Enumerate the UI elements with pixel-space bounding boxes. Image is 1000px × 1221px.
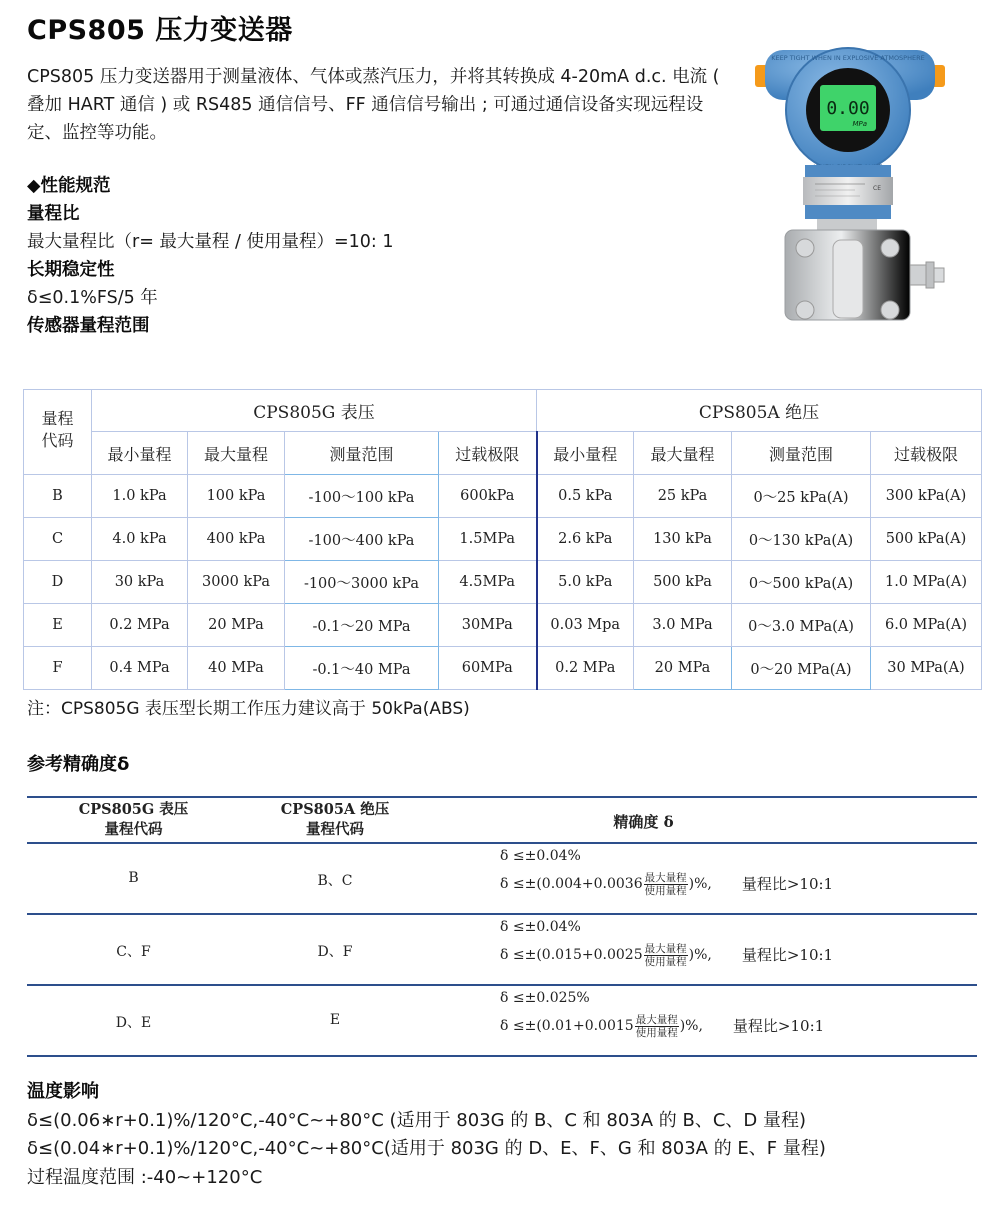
range-fraction: $\frac{\text{最大量程}}{\text{使用量程}}$ — [644, 942, 687, 968]
accuracy-header: 精确度 δ — [613, 813, 674, 831]
table-row — [24, 604, 982, 647]
col-overload-limit: 过载极限 — [439, 432, 537, 475]
gauge-codes: D、E — [115, 1015, 152, 1031]
absolute-codes: D、F — [317, 944, 353, 960]
accuracy-row — [27, 844, 977, 913]
process-temperature-range: 过程温度范围 :-40~+120°C — [27, 1166, 263, 1188]
svg-text:KEEP TIGHT WHEN IN EXPLOSIVE A: KEEP TIGHT WHEN IN EXPLOSIVE ATMOSPHERE — [771, 54, 925, 62]
col-measure-range: 测量范围 — [732, 432, 871, 475]
range-code-header: 量程 代码 — [24, 390, 92, 475]
cell: -100～3000 kPa — [285, 561, 439, 604]
lcd-unit: MPa — [852, 120, 867, 128]
range-fraction: $\frac{\text{最大量程}}{\text{使用量程}}$ — [635, 1013, 678, 1039]
cell: 500 kPa(A) — [871, 518, 982, 561]
cell: 0～20 MPa(A) — [732, 647, 871, 690]
cell: 0.5 kPa — [537, 475, 634, 518]
gauge-pressure-group-header: CPS805G 表压 — [92, 390, 537, 432]
temperature-line-2: δ≤(0.04∗r+0.1)%/120°C,-40°C~+80°C(适用于 803G 的 D、E、F、G 和 803A 的 E、F 量程) — [27, 1138, 826, 1159]
accuracy-table — [27, 796, 977, 1057]
col-min-range: 最小量程 — [92, 432, 188, 475]
cell: -0.1～40 MPa — [285, 647, 439, 690]
cell: 130 kPa — [634, 518, 732, 561]
cell: 0～25 kPa(A) — [732, 475, 871, 518]
accuracy-formula: δ ≤±0.04% δ ≤±(0.004+0.0036 $\frac{\text{最大量程}}{\text{使用量程}}$ )%, 量程比>10:1 — [500, 848, 834, 897]
temperature-heading: 温度影响 — [27, 1081, 99, 1102]
cell: 3.0 MPa — [634, 604, 732, 647]
cell: 4.5MPa — [439, 561, 537, 604]
cell: 20 MPa — [188, 604, 285, 647]
range-code: C — [24, 518, 92, 561]
performance-specs — [27, 172, 393, 340]
table-row — [24, 647, 982, 690]
lcd-value: 0.00 — [826, 98, 870, 119]
cell: 0.2 MPa — [537, 647, 634, 690]
range-ratio-heading: 量程比 — [27, 204, 80, 224]
accuracy-formula: δ ≤±0.04% δ ≤±(0.015+0.0025 $\frac{\text{最大量程}}{\text{使用量程}}$ )%, 量程比>10:1 — [500, 919, 834, 968]
cell: 500 kPa — [634, 561, 732, 604]
gauge-codes: C、F — [116, 944, 151, 960]
col-max-range: 最大量程 — [188, 432, 285, 475]
col-measure-range: 测量范围 — [285, 432, 439, 475]
cell: 30 kPa — [92, 561, 188, 604]
intro-paragraph: CPS805 压力变送器用于测量液体、气体或蒸汽压力，并将其转换成 4-20mA d.c. 电流 ( 叠加 HART 通信 ) 或 RS485 通信信号、FF 通信信号输出 ; 可通过通信设备实现远程设定、监控等功能。 — [27, 67, 720, 143]
cell: 30 MPa(A) — [871, 647, 982, 690]
accuracy-formula: δ ≤±0.025% δ ≤±(0.01+0.0015 $\frac{\text{最大量程}}{\text{使用量程}}$ )%, 量程比>10:1 — [500, 990, 825, 1039]
table-note: 注：CPS805G 表压型长期工作压力建议高于 50kPa(ABS) — [27, 699, 470, 719]
cell: 400 kPa — [188, 518, 285, 561]
range-code: D — [24, 561, 92, 604]
accuracy-row — [27, 986, 977, 1055]
product-image — [755, 30, 945, 330]
range-ratio-text: 最大量程比（r= 最大量程 / 使用量程）=10: 1 — [27, 232, 394, 252]
stability-text: δ≤0.1%FS/5 年 — [27, 288, 158, 308]
cell: 25 kPa — [634, 475, 732, 518]
cell: -0.1～20 MPa — [285, 604, 439, 647]
cell: 0.03 Mpa — [537, 604, 634, 647]
range-code: E — [24, 604, 92, 647]
range-code: F — [24, 647, 92, 690]
table-rule — [27, 1055, 977, 1057]
range-fraction: $\frac{\text{最大量程}}{\text{使用量程}}$ — [644, 871, 687, 897]
cell: 300 kPa(A) — [871, 475, 982, 518]
gauge-code-header: CPS805G 表压 量程代码 — [78, 801, 189, 838]
cell: -100～100 kPa — [285, 475, 439, 518]
cell: 0.4 MPa — [92, 647, 188, 690]
cell: 1.0 kPa — [92, 475, 188, 518]
cell: 0～500 kPa(A) — [732, 561, 871, 604]
sensor-range-table — [23, 389, 982, 690]
cell: 100 kPa — [188, 475, 285, 518]
cell: 30MPa — [439, 604, 537, 647]
temperature-line-1: δ≤(0.06∗r+0.1)%/120°C,-40°C~+80°C (适用于 803G 的 B、C 和 803A 的 B、C、D 量程) — [27, 1109, 807, 1131]
absolute-pressure-group-header: CPS805A 绝压 — [537, 390, 982, 432]
cell: 40 MPa — [188, 647, 285, 690]
cell: 4.0 kPa — [92, 518, 188, 561]
sensor-range-heading: 传感器量程范围 — [27, 316, 150, 336]
gauge-codes: B — [128, 870, 139, 886]
cell: 0～130 kPa(A) — [732, 518, 871, 561]
range-code: B — [24, 475, 92, 518]
cell: 0.2 MPa — [92, 604, 188, 647]
cell: 1.5MPa — [439, 518, 537, 561]
temperature-section — [27, 1078, 826, 1192]
table-row — [24, 475, 982, 518]
absolute-code-header: CPS805A 绝压 量程代码 — [280, 801, 390, 838]
absolute-codes: E — [329, 1012, 341, 1028]
table-row — [24, 518, 982, 561]
cell: 5.0 kPa — [537, 561, 634, 604]
cell: 1.0 MPa(A) — [871, 561, 982, 604]
cell: 2.6 kPa — [537, 518, 634, 561]
cell: 6.0 MPa(A) — [871, 604, 982, 647]
absolute-codes: B、C — [317, 873, 353, 889]
stability-heading: 长期稳定性 — [27, 260, 115, 280]
accuracy-header-row — [27, 798, 977, 842]
cell: -100～400 kPa — [285, 518, 439, 561]
cell: 60MPa — [439, 647, 537, 690]
page-title: CPS805 压力变送器 — [27, 15, 293, 46]
cell: 3000 kPa — [188, 561, 285, 604]
cell: 0～3.0 MPa(A) — [732, 604, 871, 647]
svg-text:CE: CE — [873, 185, 881, 192]
cell: 20 MPa — [634, 647, 732, 690]
accuracy-section-title: 参考精确度δ — [27, 754, 130, 775]
cell: 600kPa — [439, 475, 537, 518]
table-row — [24, 561, 982, 604]
col-overload-limit: 过载极限 — [871, 432, 982, 475]
col-max-range: 最大量程 — [634, 432, 732, 475]
accuracy-row — [27, 915, 977, 984]
section-title: ◆性能规范 — [27, 176, 111, 196]
col-min-range: 最小量程 — [537, 432, 634, 475]
